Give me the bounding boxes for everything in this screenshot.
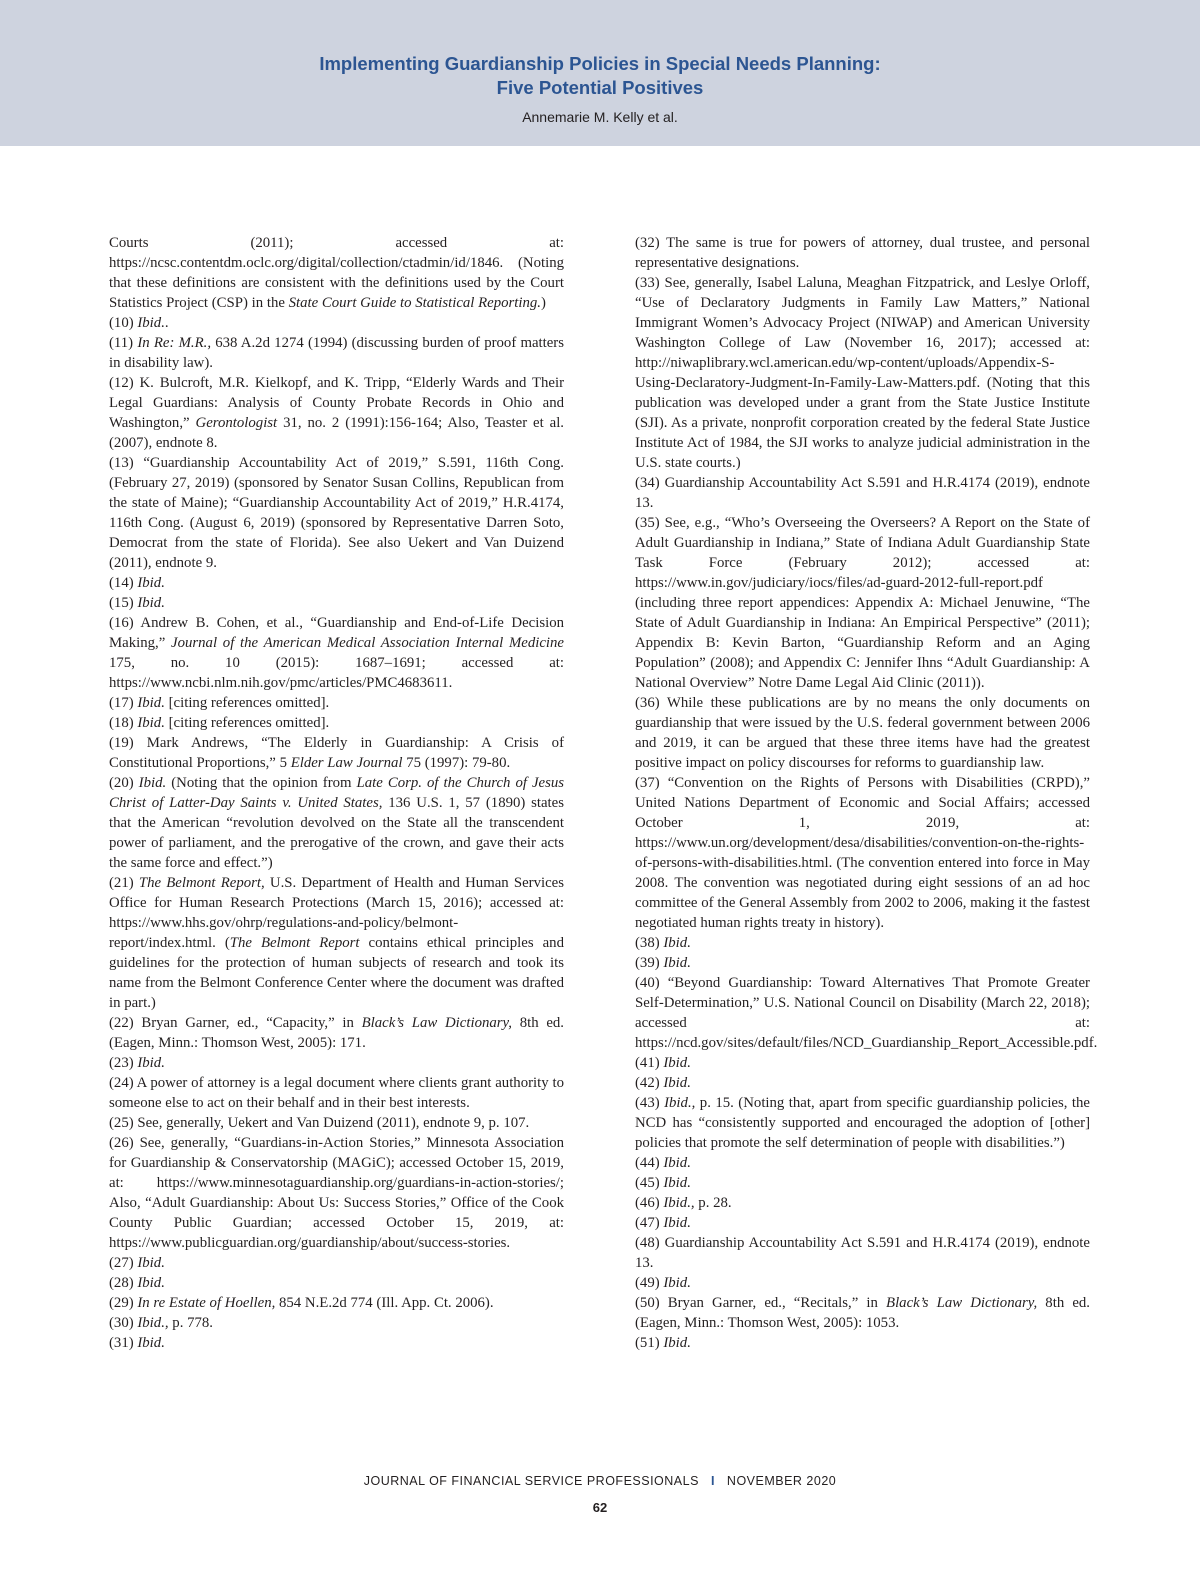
endnote: [635, 1273, 1090, 1293]
endnote-italic-text: Ibid.: [138, 775, 167, 791]
endnote-italic-text: The Belmont Report: [229, 935, 360, 951]
endnote: [109, 1113, 564, 1133]
endnotes-right-column: [635, 233, 1098, 1353]
endnote-text: (45): [635, 1175, 664, 1191]
page-number: 62: [592, 1500, 608, 1515]
endnote: [635, 473, 1090, 513]
endnote: [635, 933, 1090, 953]
endnote-italic-text: In re Estate of Hoellen,: [137, 1295, 276, 1311]
article-title-line-1: Implementing Guardianship Policies in Special Needs Planning:: [319, 53, 881, 74]
endnote: [635, 1193, 1090, 1213]
endnote-text: .: [164, 315, 169, 331]
endnote-text: (Noting that the opinion from: [166, 775, 357, 791]
endnote: [109, 713, 564, 733]
endnote-text: (47): [635, 1215, 664, 1231]
endnote: [109, 233, 564, 313]
endnote-italic-text: Journal of the American Medical Association Internal Medicine: [171, 635, 564, 651]
endnote: [109, 1313, 564, 1333]
issue-date: NOVEMBER 2020: [726, 1474, 837, 1488]
endnote: [635, 693, 1090, 773]
endnote-text: (15): [109, 595, 138, 611]
page-footer: [0, 1474, 1200, 1488]
endnote: [635, 513, 1090, 693]
endnote-text: (17): [109, 695, 138, 711]
endnote: [109, 593, 564, 613]
endnote: [635, 1093, 1090, 1153]
endnote-italic-text: Ibid.: [663, 1215, 691, 1231]
endnote-text: (48) Guardianship Accountability Act S.591 and H.R.4174 (2019), endnote 13.: [635, 1235, 1090, 1271]
endnote-text: 854 N.E.2d 774 (Ill. App. Ct. 2006).: [275, 1295, 494, 1311]
endnote-italic-text: Ibid.: [137, 1275, 165, 1291]
journal-name: JOURNAL OF FINANCIAL SERVICE PROFESSIONALS: [363, 1474, 699, 1488]
endnote-text: (35) See, e.g., “Who’s Overseeing the Overseers? A Report on the State of Adult Guardianship in Indiana,” State of Indiana Adult Guardianship State Task Force (February 2012); accessed at: https://www.in.gov/judiciary/iocs/files/ad-guard-2012-full-report.pdf (including three report appendices: Appendix A: Michael Jenuwine, “The State of Adult Guardianship in Indiana: An Empirical Perspective” (2011); Appendix B: Kevin Barton, “Guardianship Reform and an Aging Population” (2008); and Appendix C: Jennifer Ihns “Adult Guardianship: A National Overview” Notre Dame Legal Aid Clinic (2011)).: [635, 515, 1090, 691]
endnote: [109, 733, 564, 773]
endnote-text: (39): [635, 955, 664, 971]
endnote: [635, 1233, 1090, 1273]
endnote: [109, 873, 564, 1013]
endnote-italic-text: Ibid.: [137, 715, 165, 731]
endnote-text: (42): [635, 1075, 664, 1091]
endnote-text: (33) See, generally, Isabel Laluna, Meaghan Fitzpatrick, and Leslye Orloff, “Use of Declaratory Judgments in Family Law Matters,” National Immigrant Women’s Advocacy Project (NIWAP) and American University Washington College of Law (November 16, 2017); accessed at: http://niwaplibrary.wcl.american.edu/wp-content/uploads/Appendix-S-Using-Declaratory-Judgment-In-Family-Law-Matters.pdf. (Noting that this publication was developed under a grant from the State Justice Institute (SJI). As a private, nonprofit corporation created by the federal State Justice Institute Act of 1984, the SJI works to analyze judicial administration in the U.S. state courts.): [635, 275, 1090, 471]
endnote-text: (16) Andrew B. Cohen, et al., “Guardianship and End-of-Life Decision Making,”: [109, 615, 564, 651]
endnote-italic-text: Ibid.: [663, 1075, 691, 1091]
endnote-italic-text: Ibid.: [137, 695, 165, 711]
endnote-text: (38): [635, 935, 664, 951]
endnote: [109, 1293, 564, 1313]
endnote: [109, 613, 564, 693]
endnote-text: 136 U.S. 1, 57 (1890) states that the American “revolution devolved on the State all the transcendent power of parliament, and the prerogative of the crown, and gave their acts the same force and effect.”): [109, 795, 564, 871]
endnote-text: (14): [109, 575, 138, 591]
endnote-italic-text: Ibid.: [137, 1255, 165, 1271]
endnote-italic-text: Ibid.: [663, 955, 691, 971]
endnote: [635, 773, 1090, 933]
endnote-italic-text: Ibid.: [663, 1155, 691, 1171]
endnote-italic-text: Ibid.: [663, 1335, 691, 1351]
endnote-italic-text: Ibid.: [137, 575, 165, 591]
endnote-text: (11): [109, 335, 138, 351]
endnote-text: (37) “Convention on the Rights of Persons with Disabilities (CRPD),” United Nations Department of Economic and Social Affairs; accessed October 1, 2019, at: https://www.un.org/development/desa/disabilities/convention-on-the-rights-of-persons-with-disabilities.html. (The convention entered into force in May 2008. The convention was negotiated during eight sessions of an ad hoc committee of the General Assembly from 2002 to 2006, making it the fastest negotiated human rights treaty in history).: [635, 775, 1090, 931]
endnote-italic-text: Ibid.,: [663, 1195, 695, 1211]
endnote-text: 175, no. 10 (2015): 1687–1691; accessed at: https://www.ncbi.nlm.nih.gov/pmc/articles/PMC4683611.: [109, 655, 564, 691]
endnote-text: (43): [635, 1095, 665, 1111]
endnote-italic-text: Elder Law Journal: [290, 755, 403, 771]
endnote-italic-text: Ibid.: [663, 1175, 691, 1191]
endnote-text: (41): [635, 1055, 664, 1071]
endnote-text: 638 A.2d 1274 (1994) (discussing burden of proof matters in disability law).: [109, 335, 564, 371]
endnote-text: (51): [635, 1335, 664, 1351]
endnote-text: (23): [109, 1055, 138, 1071]
endnote: [109, 773, 564, 873]
endnote: [635, 1153, 1090, 1173]
endnote-text: (49): [635, 1275, 664, 1291]
endnote: [109, 1053, 564, 1073]
endnote-italic-text: The Belmont Report,: [138, 875, 265, 891]
endnote-italic-text: Black’s Law Dictionary,: [886, 1295, 1038, 1311]
endnote: [635, 1293, 1090, 1333]
endnote: [635, 1333, 1090, 1353]
endnote-text: (28): [109, 1275, 138, 1291]
endnote: [635, 973, 1098, 1053]
endnote-text: (40) “Beyond Guardianship: Toward Alternatives That Promote Greater Self-Determination,” U.S. National Council on Disability (March 22, 2018); accessed at: https://ncd.gov/sites/default/files/NCD_Guardianship_Report_Accessible.pdf.: [635, 975, 1098, 1051]
endnote-text: (20): [109, 775, 139, 791]
endnote-italic-text: Black’s Law Dictionary,: [361, 1015, 512, 1031]
endnote: [635, 1073, 1090, 1093]
endnote-text: 31, no. 2 (1991):156-164; Also, Teaster et al. (2007), endnote 8.: [109, 415, 564, 451]
endnote-italic-text: Ibid.: [663, 1275, 691, 1291]
endnote-text: Courts (2011); accessed at: https://ncsc.contentdm.oclc.org/digital/collection/ctadmin/id/1846. (Noting that these definitions are consistent with the definitions used by the Court Statistics Project (CSP) in the: [109, 235, 564, 311]
endnote: [109, 1133, 564, 1253]
endnote-text: 75 (1997): 79-80.: [402, 755, 511, 771]
endnote-text: (31): [109, 1335, 138, 1351]
endnote: [109, 1013, 564, 1053]
endnote-text: (21): [109, 875, 139, 891]
endnote-text: (19) Mark Andrews, “The Elderly in Guardianship: A Crisis of Constitutional Proportions,” 5: [109, 735, 564, 771]
endnote: [635, 1213, 1090, 1233]
article-author: Annemarie M. Kelly et al.: [522, 109, 678, 125]
endnote-text: p. 15. (Noting that, apart from specific guardianship policies, the NCD has “consistently supported and encouraged the adoption of [other] policies that promote the self determination of people with disabilities.”): [635, 1095, 1090, 1151]
endnote-italic-text: Ibid.: [137, 315, 165, 331]
endnote-text: (44): [635, 1155, 664, 1171]
endnote: [109, 1253, 564, 1273]
endnote-text: contains ethical principles and guidelines for the protection of human subjects of research and took its name from the Belmont Conference Center where the document was drafted in part.): [109, 935, 564, 1011]
endnote: [109, 693, 564, 713]
endnote: [109, 453, 564, 573]
endnote-text: (30): [109, 1315, 138, 1331]
page-header: [0, 0, 1200, 146]
article-title-line-2: Five Potential Positives: [496, 77, 704, 98]
endnote: [635, 1053, 1090, 1073]
endnote: [635, 233, 1090, 273]
endnote-text: (24) A power of attorney is a legal document where clients grant authority to someone else to act on their behalf and in their best interests.: [109, 1075, 564, 1111]
endnote-text: (12) K. Bulcroft, M.R. Kielkopf, and K. Tripp, “Elderly Wards and Their Legal Guardians: Analysis of County Probate Records in Ohio and Washington,”: [109, 375, 564, 431]
endnote: [109, 573, 564, 593]
endnote-text: p. 778.: [168, 1315, 213, 1331]
endnote-text: (29): [109, 1295, 138, 1311]
endnote-italic-text: Ibid.: [663, 1055, 691, 1071]
endnote-text: (50) Bryan Garner, ed., “Recitals,” in: [635, 1295, 887, 1311]
endnote-text: (25) See, generally, Uekert and Van Duizend (2011), endnote 9, p. 107.: [109, 1115, 530, 1131]
endnote-text: (36) While these publications are by no means the only documents on guardianship that were issued by the U.S. federal government between 2006 and 2019, it can be argued that these three items have had the greatest positive impact on policy discourses for reforms to guardianship law.: [635, 695, 1090, 771]
endnote: [109, 333, 564, 373]
endnote: [109, 1073, 564, 1113]
article-title: [0, 52, 1200, 100]
endnote-text: U.S. Department of Health and Human Services Office for Human Research Protections (March 15, 2016); accessed at: https://www.hhs.gov/ohrp/regulations-and-policy/belmont-report/index.html. (: [109, 875, 564, 951]
endnote-italic-text: Late Corp. of the Church of Jesus Christ of Latter-Day Saints v. United States,: [109, 775, 565, 811]
endnote-text: p. 28.: [694, 1195, 732, 1211]
endnote-italic-text: Ibid.,: [137, 1315, 169, 1331]
endnote-text: (32) The same is true for powers of attorney, dual trustee, and personal representative designations.: [635, 235, 1090, 271]
endnote-italic-text: Ibid.,: [664, 1095, 696, 1111]
endnote-italic-text: State Court Guide to Statistical Reporting.: [288, 295, 541, 311]
endnote-text: [citing references omitted].: [164, 715, 330, 731]
endnote-text: (27): [109, 1255, 138, 1271]
endnote-text: (13) “Guardianship Accountability Act of 2019,” S.591, 116th Cong. (February 27, 2019) (sponsored by Senator Susan Collins, Republican from the state of Maine); “Guardianship Accountability Act of 2019,” H.R.4174, 116th Cong. (August 6, 2019) (sponsored by Representative Darren Soto, Democrat from the state of Florida). See also Uekert and Van Duizend (2011), endnote 9.: [109, 455, 564, 571]
endnote: [109, 373, 564, 453]
endnote-text: ): [540, 295, 546, 311]
endnote: [635, 1173, 1090, 1193]
endnote: [109, 1273, 564, 1293]
endnote-italic-text: Ibid.: [137, 595, 165, 611]
endnote-text: (22) Bryan Garner, ed., “Capacity,” in: [109, 1015, 362, 1031]
endnote-text: (34) Guardianship Accountability Act S.591 and H.R.4174 (2019), endnote 13.: [635, 475, 1090, 511]
endnote-italic-text: Ibid.: [137, 1335, 165, 1351]
footer-separator: I: [710, 1474, 715, 1488]
endnote-text: [citing references omitted].: [164, 695, 330, 711]
endnote-italic-text: Ibid.: [663, 935, 691, 951]
endnote: [635, 273, 1090, 473]
endnote: [635, 953, 1090, 973]
endnote-text: 8th ed. (Eagen, Minn.: Thomson West, 2005): 171.: [109, 1015, 564, 1051]
endnote: [109, 1333, 564, 1353]
endnote-text: 8th ed. (Eagen, Minn.: Thomson West, 2005): 1053.: [635, 1295, 1090, 1331]
endnote-italic-text: In Re: M.R.,: [137, 335, 212, 351]
endnote-italic-text: Gerontologist: [195, 415, 278, 431]
endnote-text: (26) See, generally, “Guardians-in-Action Stories,” Minnesota Association for Guardianship & Conservatorship (MAGiC); accessed October 15, 2019, at: https://www.minnesotaguardianship.org/guardians-in-action-stories/; Also, “Adult Guardianship: About Us: Success Stories,” Office of the Cook County Public Guardian; accessed October 15, 2019, at: https://www.publicguardian.org/guardianship/about/success-stories.: [109, 1135, 564, 1251]
endnotes-left-column: [109, 233, 564, 1353]
endnote-text: (46): [635, 1195, 664, 1211]
endnote-text: (18): [109, 715, 138, 731]
endnote-text: (10): [109, 315, 138, 331]
endnote-italic-text: Ibid.: [137, 1055, 165, 1071]
endnote: [109, 313, 564, 333]
